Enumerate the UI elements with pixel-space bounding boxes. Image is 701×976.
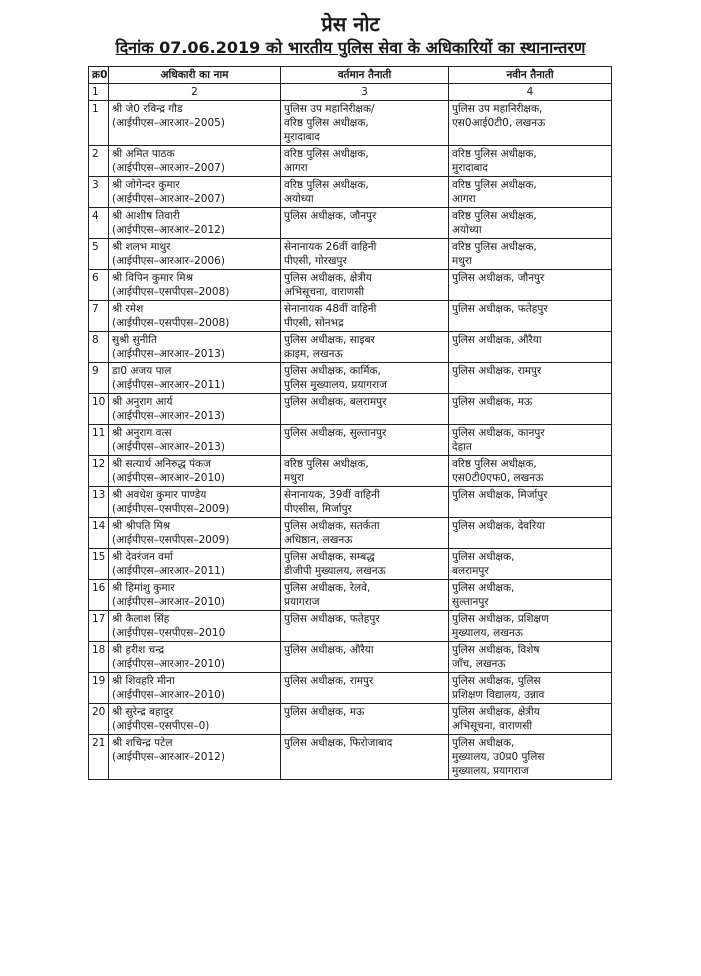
- officer-name: [109, 456, 281, 487]
- officer-name-line: श्री जे0 रविन्द्र गौड: [112, 103, 183, 115]
- current-posting-line: अभिसूचना, वाराणसी: [284, 286, 365, 298]
- officer-name-line: श्री शिवहरि मीना: [112, 675, 175, 687]
- officer-name-line: श्री अवधेश कुमार पाण्डेय: [112, 489, 207, 501]
- table-row: [89, 208, 612, 239]
- current-posting-line: डीजीपी मुख्यालय, लखनऊ: [284, 565, 386, 577]
- table-row: [89, 239, 612, 270]
- current-posting-line: सेनानायक 26वीं वाहिनी: [284, 241, 377, 253]
- new-posting-line: वरिष्ठ पुलिस अधीक्षक,: [452, 241, 537, 253]
- officer-name: [109, 394, 281, 425]
- officer-name: [109, 704, 281, 735]
- officer-name: [109, 425, 281, 456]
- current-posting-line: पुलिस मुख्यालय, प्रयागराज: [284, 379, 387, 391]
- current-posting: [281, 301, 449, 332]
- serial-number: 4: [89, 208, 109, 239]
- officer-name-line: (आईपीएस–आरआर–2013): [112, 441, 225, 453]
- new-posting-line: मुख्यालय, लखनऊ: [452, 627, 523, 639]
- new-posting: [449, 673, 612, 704]
- officer-name-line: (आईपीएस–आरआर–2007): [112, 193, 225, 205]
- officer-name-line: श्री सत्यार्थ अनिरुद्ध पंकज: [112, 458, 211, 470]
- current-posting-line: वरिष्ठ पुलिस अधीक्षक,: [284, 148, 369, 160]
- officer-name-line: (आईपीएस–एसपीएस–2008): [112, 317, 230, 329]
- new-posting: [449, 642, 612, 673]
- table-row: [89, 549, 612, 580]
- officer-name: [109, 518, 281, 549]
- new-posting-line: वरिष्ठ पुलिस अधीक्षक,: [452, 179, 537, 191]
- officer-name-line: श्री शलभ माथुर: [112, 241, 171, 253]
- serial-number: 15: [89, 549, 109, 580]
- current-posting: [281, 239, 449, 270]
- officer-name-line: श्री देवरंजन वर्मा: [112, 551, 173, 563]
- new-posting-line: वरिष्ठ पुलिस अधीक्षक,: [452, 148, 537, 160]
- officer-name-line: (आईपीएस–आरआर–2012): [112, 751, 225, 763]
- officer-name-line: (आईपीएस–एसपीएस–2010: [112, 627, 226, 639]
- officer-name: [109, 177, 281, 208]
- current-posting-line: मथुरा: [284, 472, 305, 484]
- officer-name-line: (आईपीएस–आरआर–2006): [112, 255, 225, 267]
- new-posting-line: पुलिस अधीक्षक,: [452, 551, 515, 563]
- serial-number: 16: [89, 580, 109, 611]
- new-posting-line: पुलिस उप महानिरीक्षक,: [452, 103, 543, 115]
- current-posting: [281, 177, 449, 208]
- table-row: [89, 456, 612, 487]
- officer-name: [109, 673, 281, 704]
- serial-number: 21: [89, 735, 109, 780]
- table-body: [89, 101, 612, 780]
- officer-name-line: (आईपीएस–आरआर–2007): [112, 162, 225, 174]
- officer-name-line: श्री आशीष तिवारी: [112, 210, 180, 222]
- serial-number: 3: [89, 177, 109, 208]
- serial-number: 19: [89, 673, 109, 704]
- officer-name: [109, 580, 281, 611]
- new-posting-line: वरिष्ठ पुलिस अधीक्षक,: [452, 210, 537, 222]
- table-index-row: [89, 84, 612, 101]
- new-posting-line: पुलिस अधीक्षक, विशेष: [452, 644, 540, 656]
- officer-name-line: श्री हिमांशु कुमार: [112, 582, 175, 594]
- table-row: [89, 301, 612, 332]
- officer-name-line: (आईपीएस–आरआर–2013): [112, 410, 225, 422]
- current-posting: [281, 363, 449, 394]
- current-posting-line: प्रयागराज: [284, 596, 320, 608]
- new-posting-line: देहात: [452, 441, 472, 453]
- new-posting: [449, 301, 612, 332]
- table-row: [89, 332, 612, 363]
- current-posting-line: पुलिस अधीक्षक, बलरामपुर: [284, 396, 387, 408]
- new-posting: [449, 363, 612, 394]
- new-posting: [449, 735, 612, 780]
- new-posting: [449, 208, 612, 239]
- current-posting-line: पुलिस अधीक्षक, साइबर: [284, 334, 375, 346]
- table-row: [89, 735, 612, 780]
- current-posting: [281, 735, 449, 780]
- new-posting-line: पुलिस अधीक्षक, फतेहपुर: [452, 303, 548, 315]
- new-posting-line: पुलिस अधीक्षक, देवरिया: [452, 520, 545, 532]
- officer-name-line: (आईपीएस–आरआर–2005): [112, 117, 225, 129]
- officer-name: [109, 642, 281, 673]
- officer-name: [109, 611, 281, 642]
- new-posting-line: पुलिस अधीक्षक, मऊ: [452, 396, 533, 408]
- new-posting-line: अभिसूचना, वाराणसी: [452, 720, 533, 732]
- table-row: [89, 363, 612, 394]
- current-posting-line: पीएसीस, मिर्जापुर: [284, 503, 352, 515]
- new-posting: [449, 146, 612, 177]
- serial-number: 1: [89, 101, 109, 146]
- current-posting-line: वरिष्ठ पुलिस अधीक्षक,: [284, 179, 369, 191]
- officer-name-line: श्री विपिन कुमार मिश्र: [112, 272, 194, 284]
- new-posting-line: पुलिस अधीक्षक, क्षेत्रीय: [452, 706, 540, 718]
- current-posting-line: पुलिस अधीक्षक, फिरोजाबाद: [284, 737, 393, 749]
- officer-name-line: डा0 अजय पाल: [112, 365, 172, 377]
- current-posting-line: पुलिस अधीक्षक, सम्बद्ध: [284, 551, 375, 563]
- current-posting-line: पुलिस अधीक्षक, सुल्तानपुर: [284, 427, 387, 439]
- current-posting-line: पुलिस अधीक्षक, जौनपुर: [284, 210, 377, 222]
- officer-name-line: श्री अनुराग आर्य: [112, 396, 173, 408]
- current-posting-line: पुलिस अधीक्षक, रेलवे,: [284, 582, 371, 594]
- new-posting-line: पुलिस अधीक्षक, औरैया: [452, 334, 542, 346]
- new-posting: [449, 580, 612, 611]
- officer-name-line: श्री जोगेन्दर कुमार: [112, 179, 180, 191]
- table-row: [89, 704, 612, 735]
- table-row: [89, 673, 612, 704]
- new-posting: [449, 332, 612, 363]
- officer-name: [109, 239, 281, 270]
- current-posting: [281, 394, 449, 425]
- new-posting-line: पुलिस अधीक्षक, पुलिस: [452, 675, 541, 687]
- serial-number: 5: [89, 239, 109, 270]
- serial-number: 11: [89, 425, 109, 456]
- new-posting: [449, 270, 612, 301]
- new-posting-line: पुलिस अधीक्षक,: [452, 582, 515, 594]
- officer-name: [109, 208, 281, 239]
- serial-number: 12: [89, 456, 109, 487]
- new-posting: [449, 611, 612, 642]
- new-posting: [449, 177, 612, 208]
- table-row: [89, 101, 612, 146]
- officer-name-line: (आईपीएस–एसपीएस–0): [112, 720, 210, 732]
- index-cell: 3: [281, 84, 449, 101]
- new-posting-line: पुलिस अधीक्षक,: [452, 737, 515, 749]
- current-posting: [281, 101, 449, 146]
- officer-name-line: (आईपीएस–एसपीएस–2009): [112, 534, 230, 546]
- current-posting-line: अधिष्ठान, लखनऊ: [284, 534, 353, 546]
- column-header-officer-name: अधिकारी का नाम: [109, 67, 281, 84]
- column-header-current-posting: वर्तमान तैनाती: [281, 67, 449, 84]
- officer-name-line: (आईपीएस–एसपीएस–2008): [112, 286, 230, 298]
- new-posting-line: आगरा: [452, 193, 476, 205]
- current-posting-line: पुलिस अधीक्षक, कार्मिक,: [284, 365, 381, 377]
- new-posting: [449, 425, 612, 456]
- new-posting: [449, 101, 612, 146]
- current-posting: [281, 425, 449, 456]
- new-posting-line: पुलिस अधीक्षक, मिर्जापुर: [452, 489, 548, 501]
- new-posting-line: मथुरा: [452, 255, 473, 267]
- table-row: [89, 580, 612, 611]
- current-posting: [281, 704, 449, 735]
- table-row: [89, 642, 612, 673]
- current-posting-line: पुलिस अधीक्षक, फतेहपुर: [284, 613, 380, 625]
- officer-name-line: (आईपीएस–आरआर–2011): [112, 379, 225, 391]
- table-row: [89, 146, 612, 177]
- transfer-table: [88, 66, 612, 780]
- current-posting-line: आगरा: [284, 162, 308, 174]
- officer-name: [109, 301, 281, 332]
- serial-number: 13: [89, 487, 109, 518]
- page-title: प्रेस नोट: [321, 12, 380, 36]
- current-posting-line: पुलिस अधीक्षक, रामपुर: [284, 675, 374, 687]
- current-posting-line: पुलिस अधीक्षक, औरैया: [284, 644, 374, 656]
- new-posting-line: मुरादाबाद: [452, 162, 488, 174]
- new-posting: [449, 549, 612, 580]
- serial-number: 7: [89, 301, 109, 332]
- current-posting: [281, 456, 449, 487]
- officer-name-line: श्री अमित पाठक: [112, 148, 175, 160]
- current-posting: [281, 208, 449, 239]
- current-posting: [281, 518, 449, 549]
- current-posting: [281, 673, 449, 704]
- serial-number: 6: [89, 270, 109, 301]
- new-posting-line: मुख्यालय, प्रयागराज: [452, 765, 529, 777]
- current-posting: [281, 270, 449, 301]
- table-row: [89, 270, 612, 301]
- current-posting-line: पुलिस अधीक्षक, क्षेत्रीय: [284, 272, 372, 284]
- current-posting-line: मुरादाबाद: [284, 131, 320, 143]
- current-posting-line: वरिष्ठ पुलिस अधीक्षक,: [284, 117, 369, 129]
- officer-name-line: (आईपीएस–आरआर–2010): [112, 596, 225, 608]
- new-posting: [449, 394, 612, 425]
- new-posting: [449, 487, 612, 518]
- current-posting: [281, 549, 449, 580]
- serial-number: 10: [89, 394, 109, 425]
- serial-number: 14: [89, 518, 109, 549]
- current-posting: [281, 642, 449, 673]
- new-posting-line: मुख्यालय, उ0प्र0 पुलिस: [452, 751, 545, 763]
- serial-number: 8: [89, 332, 109, 363]
- current-posting-line: सेनानायक 48वीं वाहिनी: [284, 303, 377, 315]
- new-posting-line: पुलिस अधीक्षक, रामपुर: [452, 365, 542, 377]
- column-header-serial: क्र0: [89, 67, 109, 84]
- officer-name: [109, 146, 281, 177]
- officer-name-line: श्री सुरेन्द्र बहादुर: [112, 706, 174, 718]
- new-posting-line: वरिष्ठ पुलिस अधीक्षक,: [452, 458, 537, 470]
- officer-name: [109, 363, 281, 394]
- officer-name-line: सुश्री सुनीति: [112, 334, 157, 346]
- table-row: [89, 487, 612, 518]
- current-posting: [281, 487, 449, 518]
- officer-name-line: (आईपीएस–आरआर–2013): [112, 348, 225, 360]
- serial-number: 17: [89, 611, 109, 642]
- index-cell: 4: [449, 84, 612, 101]
- new-posting-line: सुल्तानपुर: [452, 596, 489, 608]
- new-posting-line: पुलिस अधीक्षक, जौनपुर: [452, 272, 545, 284]
- new-posting: [449, 518, 612, 549]
- index-cell: 2: [109, 84, 281, 101]
- current-posting: [281, 332, 449, 363]
- officer-name: [109, 735, 281, 780]
- officer-name: [109, 332, 281, 363]
- officer-name-line: (आईपीएस–आरआर–2012): [112, 224, 225, 236]
- current-posting: [281, 580, 449, 611]
- new-posting: [449, 239, 612, 270]
- serial-number: 18: [89, 642, 109, 673]
- officer-name-line: (आईपीएस–एसपीएस–2009): [112, 503, 230, 515]
- new-posting-line: जाँच, लखनऊ: [452, 658, 506, 670]
- current-posting-line: पुलिस उप महानिरीक्षक/: [284, 103, 375, 115]
- new-posting-line: पुलिस अधीक्षक, प्रशिक्षण: [452, 613, 549, 625]
- officer-name-line: श्री हरीश चन्द्र: [112, 644, 165, 656]
- officer-name: [109, 487, 281, 518]
- page-subtitle: दिनांक 07.06.2019 को भारतीय पुलिस सेवा के अधिकारियों का स्थानान्तरण: [115, 38, 586, 57]
- current-posting: [281, 146, 449, 177]
- table-header-row: [89, 67, 612, 84]
- current-posting-line: क्राइम, लखनऊ: [284, 348, 343, 360]
- new-posting-line: एस0टी0एफ0, लखनऊ: [452, 472, 544, 484]
- officer-name-line: श्री श्रीपति मिश्र: [112, 520, 171, 532]
- current-posting-line: अयोध्या: [284, 193, 314, 205]
- serial-number: 9: [89, 363, 109, 394]
- new-posting-line: पुलिस अधीक्षक, कानपुर: [452, 427, 545, 439]
- new-posting: [449, 456, 612, 487]
- new-posting-line: प्रशिक्षण विद्यालय, उन्नाव: [452, 689, 545, 701]
- new-posting: [449, 704, 612, 735]
- officer-name-line: (आईपीएस–आरआर–2011): [112, 565, 225, 577]
- serial-number: 20: [89, 704, 109, 735]
- officer-name-line: (आईपीएस–आरआर–2010): [112, 689, 225, 701]
- current-posting-line: सेनानायक, 39वीं वाहिनी: [284, 489, 380, 501]
- current-posting: [281, 611, 449, 642]
- officer-name-line: श्री रमेश: [112, 303, 144, 315]
- current-posting-line: पुलिस अधीक्षक, मऊ: [284, 706, 365, 718]
- officer-name-line: श्री कैलाश सिंह: [112, 613, 170, 625]
- new-posting-line: बलरामपुर: [452, 565, 489, 577]
- index-cell: 1: [89, 84, 109, 101]
- officer-name-line: श्री शचिन्द्र पटेल: [112, 737, 173, 749]
- current-posting-line: पीएसी, गोरखपुर: [284, 255, 347, 267]
- table-row: [89, 394, 612, 425]
- officer-name-line: (आईपीएस–आरआर–2010): [112, 658, 225, 670]
- officer-name-line: श्री अनुराग वत्स: [112, 427, 172, 439]
- new-posting-line: अयोध्या: [452, 224, 482, 236]
- current-posting-line: वरिष्ठ पुलिस अधीक्षक,: [284, 458, 369, 470]
- column-header-new-posting: नवीन तैनाती: [449, 67, 612, 84]
- current-posting-line: पुलिस अधीक्षक, सतर्कता: [284, 520, 380, 532]
- officer-name: [109, 549, 281, 580]
- new-posting-line: एस0आई0टी0, लखनऊ: [452, 117, 546, 129]
- officer-name-line: (आईपीएस–आरआर–2010): [112, 472, 225, 484]
- officer-name: [109, 101, 281, 146]
- table-row: [89, 611, 612, 642]
- officer-name: [109, 270, 281, 301]
- table-row: [89, 177, 612, 208]
- table-row: [89, 518, 612, 549]
- current-posting-line: पीएसी, सोनभद्र: [284, 317, 344, 329]
- table-row: [89, 425, 612, 456]
- serial-number: 2: [89, 146, 109, 177]
